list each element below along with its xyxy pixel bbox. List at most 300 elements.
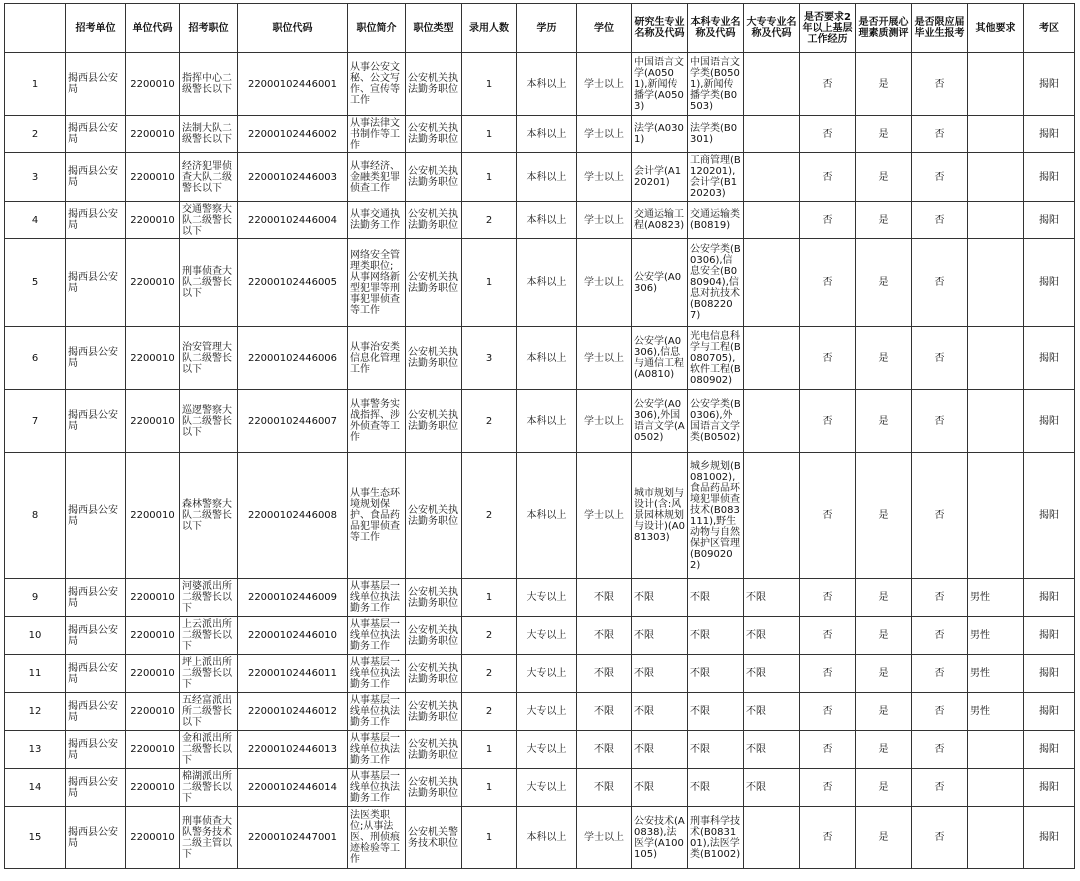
graduate-major-cell: 公安学(A0306) xyxy=(632,239,688,327)
degree-cell: 学士以上 xyxy=(577,327,632,390)
header-undergrad-major: 本科专业名称及代码 xyxy=(688,4,744,53)
degree-cell: 学士以上 xyxy=(577,53,632,116)
hire-count-cell: 3 xyxy=(462,327,517,390)
position-intro-cell: 从事公安文秘、公文写作、宣传等工作 xyxy=(348,53,406,116)
recruiting-unit-cell: 揭西县公安局 xyxy=(66,390,126,453)
graduate-major-cell: 不限 xyxy=(632,769,688,807)
fresh-graduate-only-cell: 否 xyxy=(912,202,968,239)
psych-test-cell: 是 xyxy=(856,617,912,655)
psych-test-cell: 是 xyxy=(856,731,912,769)
degree-cell: 学士以上 xyxy=(577,153,632,202)
position-name-cell: 河婆派出所二级警长以下 xyxy=(180,579,238,617)
unit-code-cell: 2200010 xyxy=(126,693,180,731)
position-name-cell: 棉湖派出所二级警长以下 xyxy=(180,769,238,807)
header-position-intro: 职位简介 xyxy=(348,4,406,53)
other-requirements-cell xyxy=(968,202,1024,239)
header-row-number xyxy=(5,4,66,53)
recruiting-unit-cell: 揭西县公安局 xyxy=(66,153,126,202)
row-number-cell: 7 xyxy=(5,390,66,453)
graduate-major-cell: 公安学(A0306),信息与通信工程(A0810) xyxy=(632,327,688,390)
header-hire-count: 录用人数 xyxy=(462,4,517,53)
recruiting-unit-cell: 揭西县公安局 xyxy=(66,655,126,693)
undergrad-major-cell: 不限 xyxy=(688,731,744,769)
position-name-cell: 经济犯罪侦查大队二级警长以下 xyxy=(180,153,238,202)
position-intro-cell: 从事经济、金融类犯罪侦查工作 xyxy=(348,153,406,202)
row-number-cell: 5 xyxy=(5,239,66,327)
grassroots-experience-cell: 否 xyxy=(800,731,856,769)
psych-test-cell: 是 xyxy=(856,807,912,869)
education-cell: 本科以上 xyxy=(517,153,577,202)
recruiting-unit-cell: 揭西县公安局 xyxy=(66,693,126,731)
college-major-cell xyxy=(744,153,800,202)
undergrad-major-cell: 光电信息科学与工程(B080705),软件工程(B080902) xyxy=(688,327,744,390)
education-cell: 本科以上 xyxy=(517,327,577,390)
position-intro-cell: 从事生态环境规划保护、食品药品犯罪侦查等工作 xyxy=(348,453,406,579)
row-number-cell: 4 xyxy=(5,202,66,239)
education-cell: 大专以上 xyxy=(517,693,577,731)
graduate-major-cell: 法学(A0301) xyxy=(632,116,688,153)
position-intro-cell: 从事基层一线单位执法勤务工作 xyxy=(348,617,406,655)
table-row xyxy=(5,116,1075,153)
table-row xyxy=(5,153,1075,202)
psych-test-cell: 是 xyxy=(856,153,912,202)
header-row xyxy=(5,4,1075,53)
recruiting-unit-cell: 揭西县公安局 xyxy=(66,202,126,239)
degree-cell: 学士以上 xyxy=(577,390,632,453)
fresh-graduate-only-cell: 否 xyxy=(912,769,968,807)
recruiting-unit-cell: 揭西县公安局 xyxy=(66,327,126,390)
position-code-cell: 22000102446009 xyxy=(238,579,348,617)
hire-count-cell: 1 xyxy=(462,579,517,617)
other-requirements-cell xyxy=(968,153,1024,202)
undergrad-major-cell: 刑事科学技术(B083101),法医学类(B1002) xyxy=(688,807,744,869)
graduate-major-cell: 不限 xyxy=(632,617,688,655)
graduate-major-cell: 公安学(A0306),外国语言文学(A0502) xyxy=(632,390,688,453)
unit-code-cell: 2200010 xyxy=(126,655,180,693)
position-intro-cell: 从事基层一线单位执法勤务工作 xyxy=(348,731,406,769)
education-cell: 本科以上 xyxy=(517,390,577,453)
college-major-cell xyxy=(744,327,800,390)
other-requirements-cell xyxy=(968,116,1024,153)
position-code-cell: 22000102446007 xyxy=(238,390,348,453)
college-major-cell xyxy=(744,453,800,579)
position-type-cell: 公安机关执法勤务职位 xyxy=(406,579,462,617)
position-code-cell: 22000102446011 xyxy=(238,655,348,693)
undergrad-major-cell: 不限 xyxy=(688,769,744,807)
row-number-cell: 14 xyxy=(5,769,66,807)
position-type-cell: 公安机关警务技术职位 xyxy=(406,807,462,869)
header-fresh-graduate-only: 是否限应届毕业生报考 xyxy=(912,4,968,53)
education-cell: 大专以上 xyxy=(517,731,577,769)
college-major-cell xyxy=(744,239,800,327)
unit-code-cell: 2200010 xyxy=(126,153,180,202)
other-requirements-cell xyxy=(968,327,1024,390)
position-name-cell: 法制大队二级警长以下 xyxy=(180,116,238,153)
undergrad-major-cell: 中国语言文学类(B0501),新闻传播学类(B0503) xyxy=(688,53,744,116)
graduate-major-cell: 中国语言文学(A0501),新闻传播学(A0503) xyxy=(632,53,688,116)
table-row xyxy=(5,693,1075,731)
degree-cell: 学士以上 xyxy=(577,807,632,869)
psych-test-cell: 是 xyxy=(856,116,912,153)
college-major-cell xyxy=(744,116,800,153)
exam-area-cell: 揭阳 xyxy=(1024,202,1075,239)
row-number-cell: 8 xyxy=(5,453,66,579)
fresh-graduate-only-cell: 否 xyxy=(912,239,968,327)
row-number-cell: 13 xyxy=(5,731,66,769)
fresh-graduate-only-cell: 否 xyxy=(912,617,968,655)
position-type-cell: 公安机关执法勤务职位 xyxy=(406,655,462,693)
college-major-cell xyxy=(744,390,800,453)
header-psych-test: 是否开展心理素质测评 xyxy=(856,4,912,53)
table-row xyxy=(5,579,1075,617)
position-code-cell: 22000102446005 xyxy=(238,239,348,327)
graduate-major-cell: 会计学(A120201) xyxy=(632,153,688,202)
other-requirements-cell xyxy=(968,807,1024,869)
header-unit-code: 单位代码 xyxy=(126,4,180,53)
grassroots-experience-cell: 否 xyxy=(800,579,856,617)
undergrad-major-cell: 法学类(B0301) xyxy=(688,116,744,153)
table-row xyxy=(5,769,1075,807)
other-requirements-cell xyxy=(968,53,1024,116)
education-cell: 大专以上 xyxy=(517,769,577,807)
recruiting-unit-cell: 揭西县公安局 xyxy=(66,617,126,655)
position-code-cell: 22000102446012 xyxy=(238,693,348,731)
table-row xyxy=(5,239,1075,327)
grassroots-experience-cell: 否 xyxy=(800,153,856,202)
undergrad-major-cell: 不限 xyxy=(688,579,744,617)
recruitment-table-wrapper xyxy=(4,3,1075,869)
degree-cell: 学士以上 xyxy=(577,453,632,579)
psych-test-cell: 是 xyxy=(856,579,912,617)
unit-code-cell: 2200010 xyxy=(126,53,180,116)
other-requirements-cell xyxy=(968,731,1024,769)
table-row xyxy=(5,202,1075,239)
grassroots-experience-cell: 否 xyxy=(800,53,856,116)
exam-area-cell: 揭阳 xyxy=(1024,693,1075,731)
position-intro-cell: 从事基层一线单位执法勤务工作 xyxy=(348,693,406,731)
graduate-major-cell: 不限 xyxy=(632,693,688,731)
degree-cell: 不限 xyxy=(577,693,632,731)
undergrad-major-cell: 交通运输类(B0819) xyxy=(688,202,744,239)
college-major-cell xyxy=(744,807,800,869)
other-requirements-cell xyxy=(968,769,1024,807)
undergrad-major-cell: 城乡规划(B081002),食品药品环境犯罪侦查技术(B083111),野生动物与自然保护区管理(B090202) xyxy=(688,453,744,579)
header-exam-area: 考区 xyxy=(1024,4,1075,53)
grassroots-experience-cell: 否 xyxy=(800,453,856,579)
row-number-cell: 1 xyxy=(5,53,66,116)
grassroots-experience-cell: 否 xyxy=(800,655,856,693)
fresh-graduate-only-cell: 否 xyxy=(912,153,968,202)
position-type-cell: 公安机关执法勤务职位 xyxy=(406,327,462,390)
hire-count-cell: 2 xyxy=(462,453,517,579)
position-type-cell: 公安机关执法勤务职位 xyxy=(406,53,462,116)
hire-count-cell: 1 xyxy=(462,769,517,807)
hire-count-cell: 2 xyxy=(462,617,517,655)
table-row xyxy=(5,390,1075,453)
position-intro-cell: 从事警务实战指挥、涉外侦查等工作 xyxy=(348,390,406,453)
graduate-major-cell: 城市规划与设计(含:风景园林规划与设计)(A081303) xyxy=(632,453,688,579)
other-requirements-cell xyxy=(968,239,1024,327)
header-other-requirements: 其他要求 xyxy=(968,4,1024,53)
education-cell: 本科以上 xyxy=(517,53,577,116)
recruiting-unit-cell: 揭西县公安局 xyxy=(66,53,126,116)
exam-area-cell: 揭阳 xyxy=(1024,731,1075,769)
psych-test-cell: 是 xyxy=(856,239,912,327)
exam-area-cell: 揭阳 xyxy=(1024,807,1075,869)
header-position-type: 职位类型 xyxy=(406,4,462,53)
other-requirements-cell: 男性 xyxy=(968,655,1024,693)
position-intro-cell: 法医类职位;从事法医、刑侦痕迹检验等工作 xyxy=(348,807,406,869)
position-code-cell: 22000102446008 xyxy=(238,453,348,579)
recruiting-unit-cell: 揭西县公安局 xyxy=(66,453,126,579)
education-cell: 大专以上 xyxy=(517,617,577,655)
college-major-cell: 不限 xyxy=(744,769,800,807)
position-name-cell: 指挥中心二级警长以下 xyxy=(180,53,238,116)
graduate-major-cell: 不限 xyxy=(632,655,688,693)
psych-test-cell: 是 xyxy=(856,453,912,579)
row-number-cell: 3 xyxy=(5,153,66,202)
position-type-cell: 公安机关执法勤务职位 xyxy=(406,239,462,327)
grassroots-experience-cell: 否 xyxy=(800,617,856,655)
undergrad-major-cell: 不限 xyxy=(688,617,744,655)
college-major-cell xyxy=(744,53,800,116)
graduate-major-cell: 不限 xyxy=(632,731,688,769)
college-major-cell: 不限 xyxy=(744,617,800,655)
recruiting-unit-cell: 揭西县公安局 xyxy=(66,116,126,153)
education-cell: 本科以上 xyxy=(517,239,577,327)
fresh-graduate-only-cell: 否 xyxy=(912,53,968,116)
position-intro-cell: 从事基层一线单位执法勤务工作 xyxy=(348,769,406,807)
other-requirements-cell: 男性 xyxy=(968,617,1024,655)
position-code-cell: 22000102446004 xyxy=(238,202,348,239)
position-name-cell: 五经富派出所二级警长以下 xyxy=(180,693,238,731)
position-code-cell: 22000102446010 xyxy=(238,617,348,655)
position-name-cell: 治安管理大队二级警长以下 xyxy=(180,327,238,390)
degree-cell: 不限 xyxy=(577,769,632,807)
hire-count-cell: 2 xyxy=(462,202,517,239)
position-name-cell: 森林警察大队二级警长以下 xyxy=(180,453,238,579)
position-type-cell: 公安机关执法勤务职位 xyxy=(406,116,462,153)
degree-cell: 不限 xyxy=(577,617,632,655)
degree-cell: 不限 xyxy=(577,731,632,769)
grassroots-experience-cell: 否 xyxy=(800,390,856,453)
fresh-graduate-only-cell: 否 xyxy=(912,327,968,390)
header-grassroots-experience: 是否要求2年以上基层工作经历 xyxy=(800,4,856,53)
position-intro-cell: 从事法律文书制作等工作 xyxy=(348,116,406,153)
position-name-cell: 上云派出所二级警长以下 xyxy=(180,617,238,655)
grassroots-experience-cell: 否 xyxy=(800,327,856,390)
unit-code-cell: 2200010 xyxy=(126,807,180,869)
psych-test-cell: 是 xyxy=(856,769,912,807)
college-major-cell: 不限 xyxy=(744,731,800,769)
unit-code-cell: 2200010 xyxy=(126,116,180,153)
psych-test-cell: 是 xyxy=(856,655,912,693)
education-cell: 大专以上 xyxy=(517,655,577,693)
exam-area-cell: 揭阳 xyxy=(1024,153,1075,202)
header-degree: 学位 xyxy=(577,4,632,53)
college-major-cell: 不限 xyxy=(744,655,800,693)
row-number-cell: 15 xyxy=(5,807,66,869)
exam-area-cell: 揭阳 xyxy=(1024,655,1075,693)
exam-area-cell: 揭阳 xyxy=(1024,53,1075,116)
position-type-cell: 公安机关执法勤务职位 xyxy=(406,202,462,239)
position-code-cell: 22000102447001 xyxy=(238,807,348,869)
header-position-code: 职位代码 xyxy=(238,4,348,53)
fresh-graduate-only-cell: 否 xyxy=(912,390,968,453)
table-row xyxy=(5,617,1075,655)
position-type-cell: 公安机关执法勤务职位 xyxy=(406,693,462,731)
psych-test-cell: 是 xyxy=(856,53,912,116)
row-number-cell: 6 xyxy=(5,327,66,390)
college-major-cell xyxy=(744,202,800,239)
header-college-major: 大专专业名称及代码 xyxy=(744,4,800,53)
position-intro-cell: 网络安全管理类职位;从事网络新型犯罪等刑事犯罪侦查等工作 xyxy=(348,239,406,327)
degree-cell: 学士以上 xyxy=(577,116,632,153)
position-name-cell: 刑事侦查大队警务技术二级主管以下 xyxy=(180,807,238,869)
degree-cell: 不限 xyxy=(577,579,632,617)
position-code-cell: 22000102446001 xyxy=(238,53,348,116)
header-recruiting-unit: 招考单位 xyxy=(66,4,126,53)
education-cell: 本科以上 xyxy=(517,807,577,869)
hire-count-cell: 1 xyxy=(462,53,517,116)
exam-area-cell: 揭阳 xyxy=(1024,239,1075,327)
education-cell: 本科以上 xyxy=(517,202,577,239)
table-row xyxy=(5,731,1075,769)
college-major-cell: 不限 xyxy=(744,579,800,617)
grassroots-experience-cell: 否 xyxy=(800,693,856,731)
hire-count-cell: 1 xyxy=(462,116,517,153)
undergrad-major-cell: 工商管理(B120201),会计学(B120203) xyxy=(688,153,744,202)
recruiting-unit-cell: 揭西县公安局 xyxy=(66,769,126,807)
fresh-graduate-only-cell: 否 xyxy=(912,693,968,731)
unit-code-cell: 2200010 xyxy=(126,390,180,453)
exam-area-cell: 揭阳 xyxy=(1024,769,1075,807)
unit-code-cell: 2200010 xyxy=(126,327,180,390)
table-row xyxy=(5,807,1075,869)
recruiting-unit-cell: 揭西县公安局 xyxy=(66,807,126,869)
grassroots-experience-cell: 否 xyxy=(800,807,856,869)
exam-area-cell: 揭阳 xyxy=(1024,617,1075,655)
row-number-cell: 2 xyxy=(5,116,66,153)
degree-cell: 学士以上 xyxy=(577,239,632,327)
degree-cell: 不限 xyxy=(577,655,632,693)
unit-code-cell: 2200010 xyxy=(126,769,180,807)
fresh-graduate-only-cell: 否 xyxy=(912,655,968,693)
row-number-cell: 12 xyxy=(5,693,66,731)
exam-area-cell: 揭阳 xyxy=(1024,453,1075,579)
recruiting-unit-cell: 揭西县公安局 xyxy=(66,579,126,617)
grassroots-experience-cell: 否 xyxy=(800,769,856,807)
unit-code-cell: 2200010 xyxy=(126,239,180,327)
exam-area-cell: 揭阳 xyxy=(1024,116,1075,153)
unit-code-cell: 2200010 xyxy=(126,453,180,579)
exam-area-cell: 揭阳 xyxy=(1024,327,1075,390)
grassroots-experience-cell: 否 xyxy=(800,116,856,153)
table-row xyxy=(5,453,1075,579)
college-major-cell: 不限 xyxy=(744,693,800,731)
position-intro-cell: 从事治安类信息化管理工作 xyxy=(348,327,406,390)
fresh-graduate-only-cell: 否 xyxy=(912,453,968,579)
other-requirements-cell xyxy=(968,453,1024,579)
graduate-major-cell: 公安技术(A0838),法医学(A100105) xyxy=(632,807,688,869)
row-number-cell: 10 xyxy=(5,617,66,655)
other-requirements-cell xyxy=(968,390,1024,453)
other-requirements-cell: 男性 xyxy=(968,693,1024,731)
position-name-cell: 交通警察大队二级警长以下 xyxy=(180,202,238,239)
row-number-cell: 11 xyxy=(5,655,66,693)
psych-test-cell: 是 xyxy=(856,202,912,239)
recruitment-table xyxy=(4,3,1075,869)
undergrad-major-cell: 公安学类(B0306),信息安全(B080904),信息对抗技术(B082207) xyxy=(688,239,744,327)
recruiting-unit-cell: 揭西县公安局 xyxy=(66,239,126,327)
position-type-cell: 公安机关执法勤务职位 xyxy=(406,153,462,202)
undergrad-major-cell: 不限 xyxy=(688,655,744,693)
undergrad-major-cell: 不限 xyxy=(688,693,744,731)
education-cell: 本科以上 xyxy=(517,453,577,579)
position-type-cell: 公安机关执法勤务职位 xyxy=(406,731,462,769)
position-type-cell: 公安机关执法勤务职位 xyxy=(406,390,462,453)
position-intro-cell: 从事基层一线单位执法勤务工作 xyxy=(348,655,406,693)
unit-code-cell: 2200010 xyxy=(126,731,180,769)
position-code-cell: 22000102446013 xyxy=(238,731,348,769)
exam-area-cell: 揭阳 xyxy=(1024,579,1075,617)
grassroots-experience-cell: 否 xyxy=(800,202,856,239)
fresh-graduate-only-cell: 否 xyxy=(912,807,968,869)
unit-code-cell: 2200010 xyxy=(126,202,180,239)
hire-count-cell: 1 xyxy=(462,731,517,769)
table-row xyxy=(5,327,1075,390)
unit-code-cell: 2200010 xyxy=(126,617,180,655)
position-name-cell: 坪上派出所二级警长以下 xyxy=(180,655,238,693)
position-code-cell: 22000102446014 xyxy=(238,769,348,807)
hire-count-cell: 1 xyxy=(462,153,517,202)
hire-count-cell: 1 xyxy=(462,239,517,327)
table-row xyxy=(5,53,1075,116)
education-cell: 大专以上 xyxy=(517,579,577,617)
position-code-cell: 22000102446002 xyxy=(238,116,348,153)
graduate-major-cell: 不限 xyxy=(632,579,688,617)
position-type-cell: 公安机关执法勤务职位 xyxy=(406,617,462,655)
hire-count-cell: 2 xyxy=(462,390,517,453)
other-requirements-cell: 男性 xyxy=(968,579,1024,617)
position-type-cell: 公安机关执法勤务职位 xyxy=(406,769,462,807)
fresh-graduate-only-cell: 否 xyxy=(912,731,968,769)
hire-count-cell: 2 xyxy=(462,693,517,731)
education-cell: 本科以上 xyxy=(517,116,577,153)
undergrad-major-cell: 公安学类(B0306),外国语言文学类(B0502) xyxy=(688,390,744,453)
position-intro-cell: 从事基层一线单位执法勤务工作 xyxy=(348,579,406,617)
fresh-graduate-only-cell: 否 xyxy=(912,579,968,617)
position-type-cell: 公安机关执法勤务职位 xyxy=(406,453,462,579)
position-name-cell: 刑事侦查大队二级警长以下 xyxy=(180,239,238,327)
position-intro-cell: 从事交通执法勤务工作 xyxy=(348,202,406,239)
psych-test-cell: 是 xyxy=(856,390,912,453)
header-position-name: 招考职位 xyxy=(180,4,238,53)
fresh-graduate-only-cell: 否 xyxy=(912,116,968,153)
position-name-cell: 巡逻警察大队二级警长以下 xyxy=(180,390,238,453)
position-name-cell: 金和派出所二级警长以下 xyxy=(180,731,238,769)
grassroots-experience-cell: 否 xyxy=(800,239,856,327)
header-graduate-major: 研究生专业名称及代码 xyxy=(632,4,688,53)
psych-test-cell: 是 xyxy=(856,327,912,390)
row-number-cell: 9 xyxy=(5,579,66,617)
table-row xyxy=(5,655,1075,693)
unit-code-cell: 2200010 xyxy=(126,579,180,617)
hire-count-cell: 1 xyxy=(462,807,517,869)
psych-test-cell: 是 xyxy=(856,693,912,731)
hire-count-cell: 2 xyxy=(462,655,517,693)
exam-area-cell: 揭阳 xyxy=(1024,390,1075,453)
